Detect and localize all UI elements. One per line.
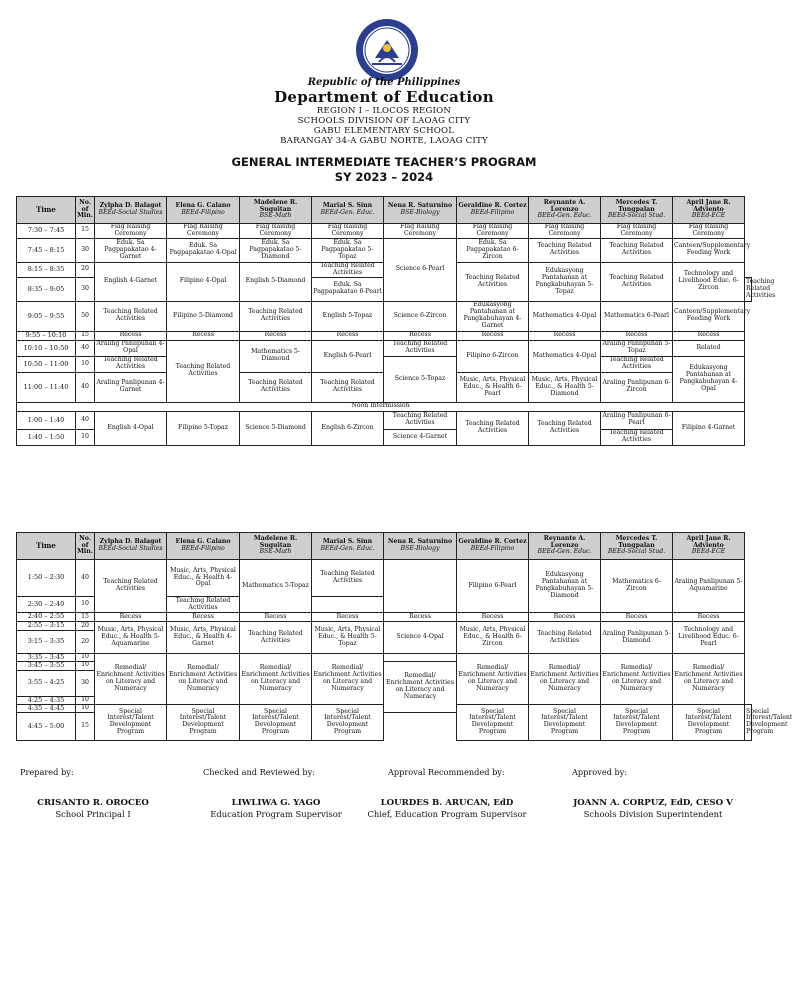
signatory-position: Chief, Education Program Supervisor [367, 809, 527, 819]
class-cell [384, 654, 457, 662]
class-cell: Flag Raising Ceremony [240, 224, 312, 239]
class-cell: Mathematics 4-Opal [529, 340, 601, 372]
minutes-cell: 10 [76, 597, 95, 613]
class-cell: Araling Panlipunan 5-Topaz [602, 340, 671, 355]
class-cell: Filipino 5-Topaz [167, 411, 240, 445]
class-cell: Teaching Related Activities [167, 340, 240, 402]
intermission-cell: Noon Intermission [17, 402, 745, 411]
class-cell: Eduk. Sa Pagpapakatao 5-Diamond [240, 238, 312, 262]
class-cell: Special Interest/Talent Development Program [167, 704, 240, 740]
teacher-name: Geraldine R. Cortez [458, 538, 527, 546]
signatory-position: School Principal I [55, 809, 131, 819]
signatory-name: JOANN A. CORPUZ, EdD, CESO V [573, 798, 733, 808]
class-cell: Edukasyong Pantahanan at Pangkabuhayan 5-Topaz [529, 262, 601, 301]
teacher-name: Reynante A. Lorenzo [543, 198, 586, 213]
class-cell: Related [673, 340, 745, 356]
teacher-degree: BSE-Math [259, 548, 292, 556]
class-cell: Technology and Livelihood Educ. 6-Pearl [673, 622, 745, 654]
signatory-label: Approval Recommended by: [388, 767, 505, 777]
class-cell: Teaching Related Activities [601, 238, 673, 262]
class-cell: Science 5-Diamond [240, 411, 312, 445]
class-cell: Flag Raising Ceremony [601, 224, 673, 239]
class-cell: Eduk. Sa Pagpapakatao 6-Zircon [457, 238, 529, 262]
class-cell: Mathematics 5-Diamond [240, 340, 312, 372]
schedule-row [17, 402, 752, 411]
class-cell: English 4-Garnet [95, 262, 167, 301]
minutes-cell: 30 [76, 277, 95, 301]
minutes-cell: 10 [76, 696, 95, 704]
minutes-cell: 40 [76, 340, 95, 356]
class-cell: Eduk. Sa Pagpapakatao 6-Pearl [312, 277, 384, 301]
class-cell: Special Interest/Talent Development Program [529, 704, 601, 740]
schedule-row [17, 340, 752, 356]
class-cell: Recess [601, 331, 673, 340]
class-cell: Araling Panlipunan 5-Diamond [601, 622, 673, 654]
minutes-cell: 50 [76, 301, 95, 331]
class-cell: Recess [167, 331, 240, 340]
minutes-cell: 10 [76, 704, 95, 712]
class-cell: Recess [457, 613, 529, 622]
teacher-degree: BEEd-Gen. Educ. [537, 212, 592, 220]
teacher-header [529, 533, 601, 560]
time-cell: 3:35 – 3:45 [17, 654, 76, 662]
teacher-degree: BEEd-Social Studies [98, 209, 163, 216]
teacher-header [457, 533, 529, 560]
teacher-degree: BEEd-Filipino [181, 209, 225, 216]
minutes-cell: 20 [76, 631, 95, 654]
class-cell [384, 560, 457, 613]
class-cell: Filipino 6-Zircon [457, 340, 529, 372]
schedule-row [17, 238, 752, 262]
teacher-name: Mercedes T. Tungpalan [615, 198, 658, 213]
class-cell: English 6-Zircon [312, 411, 384, 445]
class-cell: Remedial/ Enrichment Activities on Literacy and Numeracy [95, 654, 167, 705]
time-cell: 11:00 – 11:40 [17, 372, 76, 402]
minutes-cell: 30 [76, 238, 95, 262]
class-cell: Teaching Related Activities [240, 301, 312, 331]
class-cell: Canteen/Supplementary Feeding Work [673, 238, 745, 262]
class-cell: Recess [384, 613, 457, 622]
minutes-header: No. of Min. [76, 197, 95, 224]
time-cell: 7:45 – 8:15 [17, 238, 76, 262]
class-cell: Music, Arts, Physical Educ., & Health 6-Pearl [457, 372, 529, 402]
teacher-header [529, 197, 601, 224]
time-cell: 8:15 – 8:35 [17, 262, 76, 277]
address-line: BARANGAY 34-A GABU NORTE, LAOAG CITY [280, 136, 488, 146]
time-cell: 4:35 – 4:45 [17, 704, 76, 712]
teacher-degree: BEEd-Filipino [470, 209, 515, 216]
teacher-degree: BSE-Biology [400, 209, 440, 216]
class-cell: Teaching Related Activities [745, 277, 752, 301]
class-cell: Recess [240, 331, 312, 340]
minutes-cell: 10 [76, 654, 95, 662]
time-cell: 10:10 – 10:50 [17, 340, 76, 356]
minutes-header: No. of Min. [76, 533, 95, 560]
class-cell: Flag Raising Ceremony [312, 224, 384, 239]
signatory-name: LOURDES B. ARUCAN, EdD [380, 798, 514, 808]
class-cell: Teaching Related Activities [384, 411, 457, 429]
class-cell: Recess [312, 613, 384, 622]
teacher-degree: BSE-Biology [400, 545, 440, 552]
signatory-name: LIWLIWA G. YAGO [231, 798, 321, 808]
teacher-header [673, 197, 745, 224]
class-cell: Mathematics 5-Topaz [240, 560, 312, 613]
schedule-row [17, 224, 752, 239]
class-cell: Special Interest/Talent Development Program [745, 704, 752, 740]
class-cell: Flag Raising Ceremony [95, 224, 167, 239]
time-cell: 2:30 – 2:40 [17, 597, 76, 613]
class-cell: Special Interest/Talent Development Program [95, 704, 167, 740]
teacher-header [240, 533, 312, 560]
class-cell: Science 6-Pearl [384, 238, 457, 301]
class-cell: Recess [95, 331, 167, 340]
class-cell: Teaching Related Activities [601, 429, 673, 445]
class-cell: Remedial/ Enrichment Activities on Literacy and Numeracy [529, 654, 601, 705]
class-cell [312, 597, 384, 613]
school-year: SY 2023 – 2024 [334, 170, 434, 184]
class-cell: Flag Raising Ceremony [457, 224, 529, 239]
class-cell: Recess [167, 613, 240, 622]
class-cell: Special Interest/Talent Development Program [312, 704, 384, 740]
class-cell: English 5-Topaz [312, 301, 384, 331]
teacher-degree: BEEd-Filipino [181, 545, 225, 552]
teacher-header [601, 197, 673, 224]
signatory-position: Schools Division Superintendent [583, 809, 723, 819]
class-cell: English 4-Opal [95, 411, 167, 445]
teacher-header [673, 533, 745, 560]
schedule-row [17, 301, 752, 331]
teacher-header [312, 533, 384, 560]
division-line: SCHOOLS DIVISION OF LAOAG CITY [297, 116, 471, 126]
class-cell: Recess [673, 331, 745, 340]
class-cell: Teaching Related Activities [312, 262, 384, 277]
class-cell: Araling Panlipunan 4-Garnet [95, 372, 167, 402]
class-cell: Teaching Related Activities [240, 622, 312, 654]
deped-seal-logo [355, 18, 419, 82]
teacher-degree: BEEd-Gen. Educ. [320, 545, 375, 552]
teacher-name: Geraldine R. Cortez [458, 202, 527, 210]
class-cell: Teaching Related Activities [240, 372, 312, 402]
class-cell: Recess [529, 613, 601, 622]
class-cell: Science 5-Topaz [384, 356, 457, 402]
time-cell: 2:55 – 3:15 [17, 622, 76, 631]
time-cell: 10:50 – 11:00 [17, 356, 76, 372]
schedule-row [17, 613, 752, 622]
teacher-header [167, 197, 240, 224]
teacher-header [457, 197, 529, 224]
class-cell: Flag Raising Ceremony [673, 224, 745, 239]
schedule-row [17, 654, 752, 662]
minutes-cell: 15 [76, 713, 95, 741]
class-cell: Special Interest/Talent Development Program [673, 704, 745, 740]
class-cell: Remedial/ Enrichment Activities on Literacy and Numeracy [673, 654, 745, 705]
class-cell: Flag Raising Ceremony [529, 224, 601, 239]
time-cell: 9:55 – 10:10 [17, 331, 76, 340]
class-cell: Mathematics 6-Zircon [601, 560, 673, 613]
class-cell: Teaching Related Activities [312, 372, 384, 402]
time-cell: 9:05 – 9:55 [17, 301, 76, 331]
teacher-header [167, 533, 240, 560]
class-cell: Edukasyong Pantahanan at Pangkabuhayan 4-Opal [673, 356, 745, 402]
minutes-cell: 20 [76, 622, 95, 631]
time-cell: 1:50 – 2:30 [17, 560, 76, 597]
teacher-name: Marial S. Sinn [322, 538, 373, 546]
teacher-degree: BEEd-Gen. Educ. [537, 548, 592, 556]
class-cell: Special Interest/Talent Development Program [601, 704, 673, 740]
class-cell: Araling Panlipunan 5-Aquamarine [673, 560, 745, 613]
afternoon-schedule-table [16, 532, 792, 741]
schedule-row [17, 331, 752, 340]
teacher-name: Nena R. Saturnino [387, 538, 453, 546]
teacher-name: Zylpha D. Balagot [99, 538, 162, 546]
class-cell: Recess [673, 613, 745, 622]
signatory-position: Education Program Supervisor [210, 809, 342, 819]
class-cell: Music, Arts, Physical Educ., & Health 4-Opal [167, 560, 240, 597]
teacher-degree: BSE-Math [259, 212, 292, 220]
time-cell: 3:55 – 4:25 [17, 670, 76, 696]
class-cell: Music, Arts, Physical Educ., & Health 4-Garnet [167, 622, 240, 654]
class-cell: Eduk. Sa Pagpapakatao 4-Garnet [95, 238, 167, 262]
teacher-header [384, 533, 457, 560]
teacher-header [95, 197, 167, 224]
class-cell: Remedial/ Enrichment Activities on Literacy and Numeracy [457, 654, 529, 705]
class-cell: Science 4-Opal [384, 622, 457, 654]
class-cell: Remedial/ Enrichment Activities on Literacy and Numeracy [601, 654, 673, 705]
class-cell: Recess [312, 331, 384, 340]
time-cell: 7:30 – 7:45 [17, 224, 76, 239]
class-cell: Remedial/ Enrichment Activities on Literacy and Numeracy [167, 654, 240, 705]
minutes-cell: 40 [76, 372, 95, 402]
class-cell: Teaching Related Activities [601, 356, 673, 372]
teacher-name: April Jane R. Adviento [686, 534, 731, 549]
department-name: Department of Education [274, 88, 494, 106]
teacher-header [240, 197, 312, 224]
class-cell: Music, Arts, Physical Educ., & Health 5-Aquamarine [95, 622, 167, 654]
minutes-cell: 10 [76, 356, 95, 372]
class-cell: Edukasyong Pantahanan at Pangkabuhayan 5-Diamond [529, 560, 601, 613]
class-cell: Music, Arts, Physical Educ., & Health 6-Zircon [457, 622, 529, 654]
class-cell: Edukasyong Pantahanan at Pangkabuhayan 4-Garnet [457, 301, 529, 331]
minutes-cell: 30 [76, 670, 95, 696]
teacher-name: Madelene R. Suguitan [253, 534, 298, 549]
class-cell: Recess [601, 613, 673, 622]
teacher-name: Mercedes T. Tungpalan [615, 534, 658, 549]
signatory-label: Checked and Reviewed by: [203, 767, 316, 777]
class-cell: English 6-Pearl [312, 340, 384, 372]
teacher-name: April Jane R. Adviento [686, 198, 731, 213]
time-cell: 3:15 – 3:35 [17, 631, 76, 654]
class-cell: English 5-Diamond [240, 262, 312, 301]
header-row [17, 197, 752, 224]
teacher-name: Elena G. Calano [175, 538, 231, 546]
class-cell: Science 6-Zircon [384, 301, 457, 331]
teacher-degree: BEEd-Social Studies [98, 545, 163, 552]
class-cell: Teaching Related Activities [312, 560, 384, 597]
teacher-degree: BEEd-Social Stud. [607, 548, 666, 556]
class-cell: Teaching Related Activities [95, 356, 167, 372]
teacher-name: Elena G. Calano [175, 202, 231, 210]
time-cell: 2:40 – 2:55 [17, 613, 76, 622]
minutes-cell: 10 [76, 429, 95, 445]
teacher-name: Nena R. Saturnino [387, 202, 453, 210]
class-cell: Technology and Livelihood Educ. 6-Zircon [673, 262, 745, 301]
morning-schedule-table [16, 196, 776, 446]
class-cell: Filipino 4-Garnet [673, 411, 745, 445]
header-row [17, 533, 752, 560]
signatory-label: Approved by: [572, 767, 628, 777]
teacher-name: Madelene R. Suguitan [253, 198, 298, 213]
class-cell: Filipino 6-Pearl [457, 560, 529, 613]
teacher-degree: BEEd-ECE [691, 212, 726, 220]
minutes-cell: 20 [76, 262, 95, 277]
teacher-degree: BEEd-Gen. Educ. [320, 209, 375, 216]
time-cell: 4:25 – 4:35 [17, 696, 76, 704]
class-cell: Araling Panlipunan 6-Pearl [601, 411, 673, 429]
class-cell: Remedial/ Enrichment Activities on Literacy and Numeracy [240, 654, 312, 705]
class-cell: Teaching Related Activities [457, 411, 529, 445]
teacher-name: Reynante A. Lorenzo [543, 534, 586, 549]
minutes-cell: 15 [76, 331, 95, 340]
teacher-header [95, 533, 167, 560]
class-cell: Araling Panlipunan 4-Opal [96, 340, 165, 355]
teacher-header [312, 197, 384, 224]
class-cell: Teaching Related Activities [457, 262, 529, 301]
class-cell: Teaching Related Activities [601, 262, 673, 301]
class-cell: Remedial/ Enrichment Activities on Literacy and Numeracy [312, 654, 384, 705]
schedule-row [17, 411, 752, 429]
time-header: Time [17, 533, 76, 560]
class-cell: Araling Panlipunan 6-Zircon [601, 372, 673, 402]
time-cell: 1:40 – 1:50 [17, 429, 76, 445]
time-cell: 3:45 – 3:55 [17, 662, 76, 670]
minutes-cell: 40 [76, 411, 95, 429]
class-cell: Flag Raising Ceremony [167, 224, 240, 239]
class-cell: Recess [240, 613, 312, 622]
teacher-header [601, 533, 673, 560]
class-cell: Music, Arts, Physical Educ., & Health 5-Topaz [312, 622, 384, 654]
class-cell: Filipino 5-Diamond [167, 301, 240, 331]
class-cell: Teaching Related Activities [529, 238, 601, 262]
class-cell: Teaching Related Activities [95, 301, 167, 331]
minutes-cell: 15 [76, 224, 95, 239]
teacher-header [384, 197, 457, 224]
time-header: Time [17, 197, 76, 224]
schedule-row [17, 622, 752, 631]
class-cell: Recess [384, 331, 457, 340]
class-cell: Teaching Related Activities [95, 560, 167, 613]
republic-line: Republic of the Philippines [307, 77, 461, 88]
minutes-cell: 10 [76, 662, 95, 670]
time-cell: 4:45 – 5:00 [17, 713, 76, 741]
school-line: GABU ELEMENTARY SCHOOL [313, 126, 455, 136]
teacher-degree: BEEd-Social Stud. [607, 212, 666, 220]
class-cell: Science 4-Garnet [384, 429, 457, 445]
class-cell: Flag Raising Ceremony [384, 224, 457, 239]
class-cell: Remedial/ Enrichment Activities on Literacy and Numeracy [384, 662, 457, 713]
class-cell: Recess [95, 613, 167, 622]
class-cell: Filipino 4-Opal [167, 262, 240, 301]
class-cell: Mathematics 6-Pearl [601, 301, 673, 331]
signatory-name: CRISANTO R. OROCEO [37, 798, 149, 808]
class-cell: Teaching Related Activities [529, 411, 601, 445]
schedule-row [17, 560, 752, 597]
class-cell: Music, Arts, Physical Educ., & Health 5-Diamond [529, 372, 601, 402]
class-cell: Teaching Related Activities [384, 340, 457, 356]
class-cell: Recess [457, 331, 529, 340]
class-cell: Recess [529, 331, 601, 340]
class-cell: Teaching Related Activities [529, 622, 601, 654]
time-cell: 1:00 – 1:40 [17, 411, 76, 429]
class-cell: Special Interest/Talent Development Program [457, 704, 529, 740]
teacher-degree: BEEd-Filipino [470, 545, 515, 552]
class-cell: Teaching Related Activities [167, 597, 240, 613]
teacher-name: Zylpha D. Balagot [99, 202, 162, 210]
class-cell: Canteen/Supplementary Feeding Work [673, 301, 745, 331]
class-cell: Eduk. Sa Pagpapakatao 5-Topaz [312, 238, 384, 262]
signatory-label: Prepared by: [20, 767, 74, 777]
teacher-degree: BEEd-ECE [691, 548, 726, 556]
teacher-name: Marial S. Sinn [322, 202, 373, 210]
minutes-cell: 15 [76, 613, 95, 622]
document-title: GENERAL INTERMEDIATE TEACHER’S PROGRAM [231, 155, 537, 169]
time-cell: 8:35 – 9:05 [17, 277, 76, 301]
minutes-cell: 40 [76, 560, 95, 597]
region-line: REGION I – ILOCOS REGION [316, 106, 452, 116]
class-cell: Mathematics 4-Opal [529, 301, 601, 331]
class-cell: Eduk. Sa Pagpapakatao 4-Opal [167, 238, 240, 262]
class-cell: Special Interest/Talent Development Program [240, 704, 312, 740]
schedule-row [17, 356, 752, 372]
